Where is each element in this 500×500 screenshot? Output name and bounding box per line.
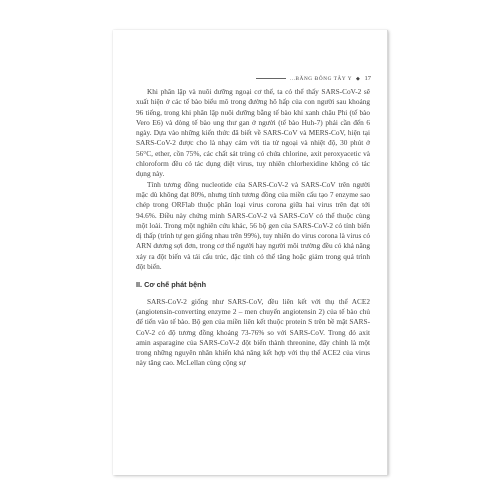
running-title: ...BĂNG ĐÔNG TÂY Y — [289, 75, 353, 82]
paragraph: Khi phân lập và nuôi dưỡng ngoại cơ thể, ta có thể thấy SARS-CoV-2 sẽ xuất hiện ở các tế bào biểu mô trong đường hô hấp của con người sau khoảng 96 tiếng, trong khi phân lập nuôi dưỡng bằng tế bào khỉ xanh châu Phi (tế bào Vero E6) và dòng tế bào ung thư gan ở người (tế bào Huh-7) phải cần đến 6 ngày. Dựa vào những kiến thức đã biết về SARS-CoV và MERS-CoV, hiện tại SARS-CoV-2 được cho là nhạy cảm với tia tử ngoại và nhiệt độ, 30 phút ở 56°C, ether, cồn 75%, các chất sát trùng có chứa chlorine, axit peroxyacetic và chloroform đều có tác dụng diệt virus, tuy nhiên chlorhexidine không có tác dụng này. — [136, 87, 370, 179]
header-rule — [256, 78, 286, 79]
paragraph: SARS-CoV-2 giống như SARS-CoV, đều liên kết với thụ thể ACE2 (angiotensin-converting enzyme 2 – men chuyển angiotensin 2) của tế bào chủ để tiến vào tế bào. Bộ gen của miền liên kết thuộc protein S trên bề mặt SARS-CoV-2 có độ tương đồng khoảng 73-76% so với SARS-CoV. Trong đó axit amin asparagine của SARS-CoV-2 đột biến thành threonine, đây chính là một trong những nguyên nhân khiến khả năng kết hợp với thụ thể ACE2 của virus này tăng cao. McLellan cùng cộng sự — [136, 296, 370, 368]
diamond-icon: ◆ — [356, 76, 361, 82]
section-heading: II. Cơ chế phát bệnh — [136, 280, 207, 290]
paragraph: Tính tương đồng nucleotide của SARS-CoV-2 và SARS-CoV trên người mặc dù không đạt 80%, nhưng tính tương đồng của miền cấu tạo 7 enzyme sao chép trong ORFlab thuộc phân loại virus corona giữa hai virus trên đạt tới 94.6%. Điều này chứng minh SARS-CoV-2 và SARS-CoV có thể thuộc cùng một loài. Trong một nghiên cứu khác, 56 bộ gen của SARS-CoV-2 có tính biến dị thấp (trình tự gen giống nhau trên 99%), tuy nhiên do virus corona là virus có ARN dương sợi đơn, trong cơ thể người hay người môi trường đều có khả năng xảy ra đột biến và tái cấu trúc, đặc tính có thể tăng hoặc giảm trong quá trình đột biến. — [136, 179, 370, 272]
page-number: 17 — [364, 75, 371, 82]
running-head — [256, 75, 371, 82]
page-body — [136, 87, 370, 369]
book-page — [113, 30, 388, 475]
